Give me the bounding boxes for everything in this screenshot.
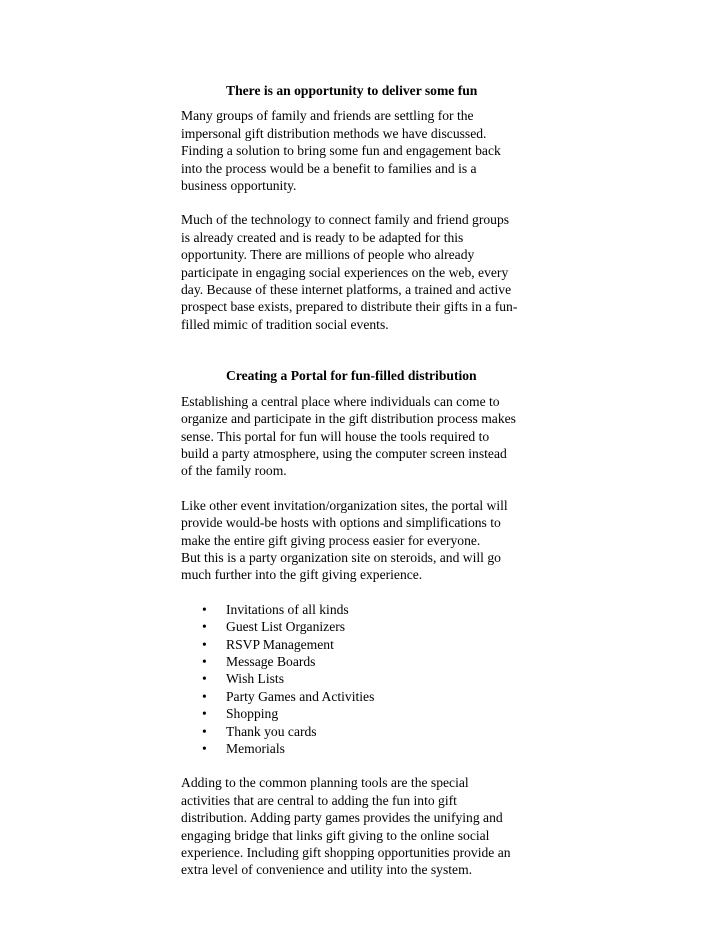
list-item-label: Wish Lists (226, 671, 284, 687)
list-item (181, 740, 541, 757)
list-item (181, 636, 541, 653)
list-item-label: Guest List Organizers (226, 619, 346, 635)
text-line: business opportunity. (181, 178, 297, 194)
text-line: of the family room. (181, 463, 287, 479)
list-item (181, 705, 541, 722)
list-item-label: Party Games and Activities (226, 688, 375, 704)
document-page (181, 82, 541, 879)
text-line: Many groups of family and friends are settling for the (181, 108, 474, 124)
list-item-label: Shopping (226, 706, 279, 722)
bullet-icon: • (202, 723, 207, 739)
text-line: Much of the technology to connect family and friend groups (181, 212, 510, 228)
list-item-label: Memorials (226, 741, 285, 756)
list-item (181, 670, 541, 687)
text-line: engaging bridge that links gift giving to the online social (181, 827, 490, 843)
section-heading-portal: Creating a Portal for fun-filled distribution (226, 368, 477, 384)
text-line: opportunity. There are millions of people who already (181, 247, 475, 263)
list-item-label: Thank you cards (226, 723, 317, 739)
paragraph-technology (181, 211, 541, 333)
text-line: much further into the gift giving experience. (181, 567, 423, 583)
text-line: is already created and is ready to be adapted for this (181, 229, 464, 245)
paragraph-closing (181, 774, 541, 878)
text-line: Adding to the common planning tools are the special (181, 775, 469, 791)
text-line: extra level of convenience and utility into the system. (181, 862, 473, 878)
list-item-label: Message Boards (226, 653, 316, 669)
list-item (181, 653, 541, 670)
text-line: build a party atmosphere, using the computer screen instead (181, 445, 507, 461)
list-item-label: Invitations of all kinds (226, 601, 349, 617)
text-line: day. Because of these internet platforms, a trained and active (181, 282, 512, 298)
section-heading-opportunity: There is an opportunity to deliver some fun (226, 83, 478, 98)
bullet-icon: • (202, 619, 207, 635)
bullet-icon: • (202, 653, 207, 669)
paragraph-opportunity-intro (181, 107, 541, 194)
text-line: distribution. Adding party games provides the unifying and (181, 810, 503, 826)
text-line: experience. Including gift shopping opportunities provide an (181, 845, 511, 861)
bullet-icon: • (202, 741, 207, 756)
text-line: Like other event invitation/organization sites, the portal will (181, 497, 508, 513)
text-line: Establishing a central place where individuals can come to (181, 393, 500, 409)
text-line: sense. This portal for fun will house the tools required to (181, 428, 490, 444)
text-line: Finding a solution to bring some fun and engagement back (181, 143, 501, 159)
paragraph-event-sites (181, 497, 541, 584)
list-item (181, 618, 541, 635)
bullet-icon: • (202, 636, 207, 652)
text-line: into the process would be a benefit to families and is a (181, 160, 477, 176)
bullet-icon: • (202, 688, 207, 704)
text-line: organize and participate in the gift distribution process makes (181, 411, 516, 427)
text-line: provide would-be hosts with options and simplifications to (181, 515, 501, 531)
text-line: participate in engaging social experiences on the web, every (181, 264, 509, 280)
list-item (181, 601, 541, 618)
feature-list (181, 601, 541, 758)
text-line: filled mimic of tradition social events. (181, 316, 389, 332)
text-line: impersonal gift distribution methods we have discussed. (181, 125, 487, 141)
text-line: make the entire gift giving process easier for everyone. (181, 532, 481, 548)
list-item (181, 723, 541, 740)
bullet-icon: • (202, 671, 207, 687)
list-item (181, 688, 541, 705)
text-line: But this is a party organization site on steroids, and will go (181, 549, 501, 565)
text-line: prospect base exists, prepared to distribute their gifts in a fun- (181, 299, 518, 315)
bullet-icon: • (202, 706, 207, 722)
bullet-icon: • (202, 601, 207, 617)
paragraph-portal-intro (181, 393, 541, 480)
list-item-label: RSVP Management (226, 636, 334, 652)
text-line: activities that are central to adding the fun into gift (181, 792, 457, 808)
